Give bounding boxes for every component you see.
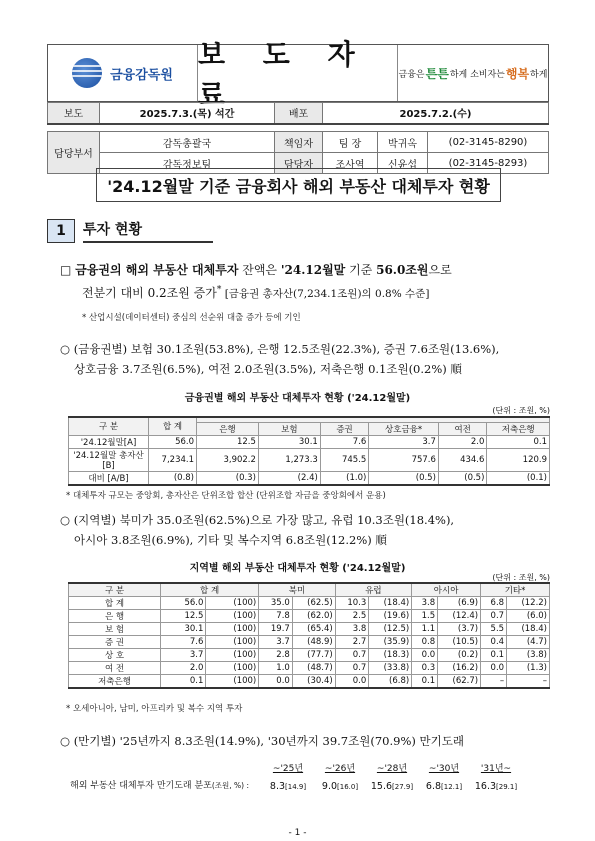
t1-col-1: 보험 (258, 422, 320, 435)
table-cell: 0.1 (487, 435, 550, 448)
p1-t3: 잔액은 (238, 263, 281, 277)
maturity-col (421, 761, 467, 793)
table-cell: – (507, 675, 550, 689)
table-cell: 1.5 (412, 610, 438, 623)
table-cell: 56.0 (149, 435, 197, 448)
table-cell: (33.8) (369, 662, 412, 675)
table-cell: 7,234.1 (149, 448, 197, 471)
resp-title: 팀 장 (323, 132, 378, 153)
table-cell: (18.4) (507, 623, 550, 636)
table2-caption: 지역별 해외 부동산 대체투자 현황 ('24.12월말) (189, 563, 406, 574)
maturity-share: [12.1] (441, 783, 463, 791)
press-header (47, 38, 549, 111)
table1-unit: (단위 : 조원, %) (492, 406, 550, 415)
table-cell: – (481, 675, 507, 689)
para-4: ○ (만기별) '25년까지 8.3조원(14.9%), '30년까지 39.7조원(70.9%) 만기도래 (60, 734, 464, 748)
maturity-row (421, 774, 467, 793)
p2-line2: 상호금융 3.7조원(6.5%), 여전 2.0조원(3.5%), 저축은행 0.1조원(0.2%) 順 (74, 362, 462, 376)
t1-col-2: 증권 (320, 422, 369, 435)
table-cell: 0.0 (259, 675, 293, 689)
p1-t8: 전분기 대비 0.2조원 증가 (82, 286, 217, 300)
table-cell: (65.4) (292, 623, 335, 636)
release-label: 보도 (48, 103, 100, 124)
table-cell: (48.7) (292, 662, 335, 675)
p1-t5: 기준 (345, 263, 377, 277)
table-cell: (100) (206, 597, 259, 610)
table-cell: 2.5 (335, 610, 369, 623)
table-cell: 0.1 (412, 675, 438, 689)
p1-sup: * (216, 285, 222, 295)
p1-note: * 산업시설(데이터센터) 중심의 선순위 대출 증가 등에 기인 (82, 313, 301, 323)
maturity-row (317, 774, 363, 793)
table-cell: (100) (206, 623, 259, 636)
maturity-label (70, 778, 249, 791)
slogan-word1: 튼튼 (425, 66, 449, 81)
table-cell: 1.0 (259, 662, 293, 675)
table-cell: 6.8 (481, 597, 507, 610)
maturity-col (317, 761, 363, 793)
table-cell: 30.1 (258, 435, 320, 448)
slogan-word2: 행복 (505, 66, 530, 81)
row-label: '24.12월말 총자산[B] (69, 448, 149, 471)
maturity-value: 9.0 (321, 781, 338, 792)
org-name: 금융감독원 (110, 67, 173, 83)
table-row (69, 675, 550, 689)
table-cell: 3.7 (161, 649, 206, 662)
para-2 (60, 339, 560, 379)
maturity-header: '31년~ (480, 764, 512, 774)
table-cell: (6.0) (507, 610, 550, 623)
table-cell: 19.7 (259, 623, 293, 636)
row-label: 합 계 (69, 597, 161, 610)
staff-label: 담당자 (275, 153, 323, 174)
table-cell: 0.0 (481, 662, 507, 675)
p1-t2: 해외 부동산 대체투자 (121, 263, 239, 277)
maturity-value: 16.3 (474, 781, 497, 792)
t1-head-gubun: 구 분 (69, 417, 149, 435)
row-label: 대비 [A/B] (69, 471, 149, 485)
slogan (398, 45, 548, 101)
table2-unit: (단위 : 조원, %) (492, 573, 550, 582)
maturity-header: ~'28년 (376, 764, 408, 774)
table-cell: 3.8 (335, 623, 369, 636)
table-cell: (12.2) (507, 597, 550, 610)
maturity-value: 15.6 (370, 781, 393, 792)
table-cell: (4.7) (507, 636, 550, 649)
table-cell: 0.1 (161, 675, 206, 689)
table-cell: 7.8 (259, 610, 293, 623)
maturity-col (369, 761, 415, 793)
maturity-label-text: 해외 부동산 대체투자 만기도래 분포 (70, 781, 212, 791)
t1-col-5: 저축은행 (487, 422, 550, 435)
table-cell: (6.9) (438, 597, 481, 610)
table-cell: 2.7 (335, 636, 369, 649)
table-row (69, 662, 550, 675)
table-cell: 0.7 (335, 649, 369, 662)
maturity-share: [14.9] (285, 783, 307, 791)
dist-label: 배포 (275, 103, 323, 124)
square-bullet-icon: □ (60, 263, 72, 277)
row-label: 상 호 (69, 649, 161, 662)
table-cell: (0.1) (487, 471, 550, 485)
release-info-table (47, 102, 549, 174)
maturity-header: ~'25년 (272, 764, 304, 774)
para-1 (60, 260, 560, 304)
doc-title: 보 도 자 료 (198, 45, 398, 101)
table-cell: (100) (206, 636, 259, 649)
section-heading (47, 219, 213, 243)
table-cell: (12.5) (369, 623, 412, 636)
t1-head-total: 합 계 (149, 417, 197, 435)
table-cell: 3.7 (259, 636, 293, 649)
t2-col-2: 아시아 (412, 583, 481, 597)
table-row (69, 471, 550, 485)
table-cell: (48.9) (292, 636, 335, 649)
table-cell: 120.9 (487, 448, 550, 471)
p1-t4: '24.12월말 (280, 263, 346, 277)
page-number: - 1 - (288, 828, 307, 838)
table-cell: (100) (206, 675, 259, 689)
t2-head-total: 합 계 (161, 583, 259, 597)
table-cell: 0.0 (412, 649, 438, 662)
maturity-value: 8.3 (269, 781, 286, 792)
table-cell: 0.0 (335, 675, 369, 689)
t2-head-gubun: 구 분 (69, 583, 161, 597)
section-name: 투자 현황 (83, 219, 213, 243)
resp-phone: (02-3145-8290) (428, 132, 549, 153)
table-cell: 12.5 (161, 610, 206, 623)
table-row (69, 623, 550, 636)
table-cell: 434.6 (438, 448, 487, 471)
table-cell: 35.0 (259, 597, 293, 610)
table-cell: 10.3 (335, 597, 369, 610)
t1-col-4: 여전 (438, 422, 487, 435)
maturity-unit: (조원, %) : (211, 781, 250, 790)
table-row (69, 649, 550, 662)
slogan-mid: 하게 소비자는 (449, 69, 505, 80)
dept-label: 담당부서 (48, 132, 100, 174)
table-cell: (35.9) (369, 636, 412, 649)
section-number: 1 (47, 219, 75, 243)
table-cell: (62.0) (292, 610, 335, 623)
table-cell: 5.5 (481, 623, 507, 636)
table-cell: (1.0) (320, 471, 369, 485)
p3-line1: ○ (지역별) 북미가 35.0조원(62.5%)으로 가장 많고, 유럽 10.3조원(18.4%), (60, 513, 455, 527)
table-cell: (12.4) (438, 610, 481, 623)
t1-col-3: 상호금융* (369, 422, 439, 435)
row-label: '24.12월말[A] (69, 435, 149, 448)
maturity-header: ~'26년 (324, 764, 356, 774)
table-cell: 3,902.2 (197, 448, 259, 471)
table2-note: * 오세아니아, 남미, 아프리카 및 복수 지역 투자 (66, 704, 243, 714)
table-cell: (30.4) (292, 675, 335, 689)
table-row (69, 610, 550, 623)
p1-t9: [금융권 총자산(7,234.1조원)의 0.8% 수준] (221, 288, 430, 300)
table-cell: 0.3 (412, 662, 438, 675)
staff-title: 조사역 (323, 153, 378, 174)
table-cell: 1,273.3 (258, 448, 320, 471)
table-cell: 1.1 (412, 623, 438, 636)
table-cell: (3.7) (438, 623, 481, 636)
table-cell: (77.7) (292, 649, 335, 662)
table-cell: (1.3) (507, 662, 550, 675)
table-row (69, 435, 550, 448)
t1-col-0: 은행 (197, 422, 259, 435)
table-cell: (0.2) (438, 649, 481, 662)
release-value: 2025.7.3.(목) 석간 (100, 103, 275, 124)
para-3 (60, 510, 560, 550)
resp-label: 책임자 (275, 132, 323, 153)
table2 (68, 582, 550, 689)
dept-1: 감독총괄국 (100, 132, 275, 153)
staff-name: 신윤섭 (378, 153, 428, 174)
table-cell: 745.5 (320, 448, 369, 471)
maturity-header: ~'30년 (428, 764, 460, 774)
p1-t1: 금융권의 (75, 263, 122, 277)
maturity-share: [27.9] (392, 783, 414, 791)
table-cell: (19.6) (369, 610, 412, 623)
table-cell: 3.7 (369, 435, 439, 448)
t2-col-3: 기타* (481, 583, 550, 597)
t2-col-1: 유럽 (335, 583, 411, 597)
maturity-value: 6.8 (425, 781, 442, 792)
table-cell: 0.1 (481, 649, 507, 662)
row-label: 증 권 (69, 636, 161, 649)
maturity-share: [16.0] (337, 783, 359, 791)
table-cell: (6.8) (369, 675, 412, 689)
table-cell: (0.3) (197, 471, 259, 485)
table-cell: 56.0 (161, 597, 206, 610)
table-cell: 3.8 (412, 597, 438, 610)
table-cell: (3.8) (507, 649, 550, 662)
table-cell: (10.5) (438, 636, 481, 649)
table-cell: 0.7 (481, 610, 507, 623)
table-cell: (18.3) (369, 649, 412, 662)
table-cell: 12.5 (197, 435, 259, 448)
table-cell: 0.4 (481, 636, 507, 649)
globe-logo-icon (72, 58, 102, 88)
maturity-row (473, 774, 519, 793)
slogan-post: 하게 (530, 69, 548, 80)
table-row (69, 448, 550, 471)
p1-t6: 56.0조원 (376, 263, 429, 277)
table1-note: * 대체투자 규모는 중앙회, 총자산은 단위조합 합산 (단위조합 자금을 중앙회에서 운용) (66, 491, 386, 501)
table-cell: (62.5) (292, 597, 335, 610)
slogan-pre: 금융은 (398, 69, 425, 80)
maturity-distribution (60, 761, 560, 795)
maturity-row (265, 774, 311, 793)
maturity-col (473, 761, 519, 793)
table-cell: (18.4) (369, 597, 412, 610)
row-label: 은 행 (69, 610, 161, 623)
table-cell: (0.5) (438, 471, 487, 485)
maturity-row (369, 774, 415, 793)
table-cell: (100) (206, 662, 259, 675)
table-row (69, 636, 550, 649)
maturity-col (265, 761, 311, 793)
staff-phone: (02-3145-8293) (428, 153, 549, 174)
resp-name: 박귀옥 (378, 132, 428, 153)
table-cell: 30.1 (161, 623, 206, 636)
table-cell: 2.8 (259, 649, 293, 662)
table-cell: (100) (206, 649, 259, 662)
p3-line2: 아시아 3.8조원(6.9%), 기타 및 복수지역 6.8조원(12.2%) 順 (74, 533, 387, 547)
table-cell: 7.6 (161, 636, 206, 649)
table-cell: (0.5) (369, 471, 439, 485)
dist-value: 2025.7.2.(수) (323, 103, 549, 124)
table-cell: (0.8) (149, 471, 197, 485)
p1-t7: 으로 (428, 263, 452, 277)
maturity-share: [29.1] (496, 783, 518, 791)
table-cell: 2.0 (438, 435, 487, 448)
table-cell: (2.4) (258, 471, 320, 485)
table-cell: 757.6 (369, 448, 439, 471)
dept-2: 감독정보팀 (100, 153, 275, 174)
table-cell: (16.2) (438, 662, 481, 675)
t2-col-0: 북미 (259, 583, 335, 597)
table-cell: 0.7 (335, 662, 369, 675)
p2-line1: ○ (금융권별) 보험 30.1조원(53.8%), 은행 12.5조원(22.3%), 증권 7.6조원(13.6%), (60, 342, 500, 356)
main-title: '24.12월말 기준 금융회사 해외 부동산 대체투자 현황 (96, 168, 501, 202)
table-cell: 7.6 (320, 435, 369, 448)
row-label: 여 전 (69, 662, 161, 675)
row-label: 저축은행 (69, 675, 161, 689)
table1-caption: 금융권별 해외 부동산 대체투자 현황 ('24.12월말) (184, 393, 411, 404)
table1 (68, 416, 550, 486)
row-label: 보 험 (69, 623, 161, 636)
org-logo (48, 45, 198, 101)
table-cell: (62.7) (438, 675, 481, 689)
table-row (69, 597, 550, 610)
table-cell: 2.0 (161, 662, 206, 675)
table-cell: 0.8 (412, 636, 438, 649)
table-cell: (100) (206, 610, 259, 623)
